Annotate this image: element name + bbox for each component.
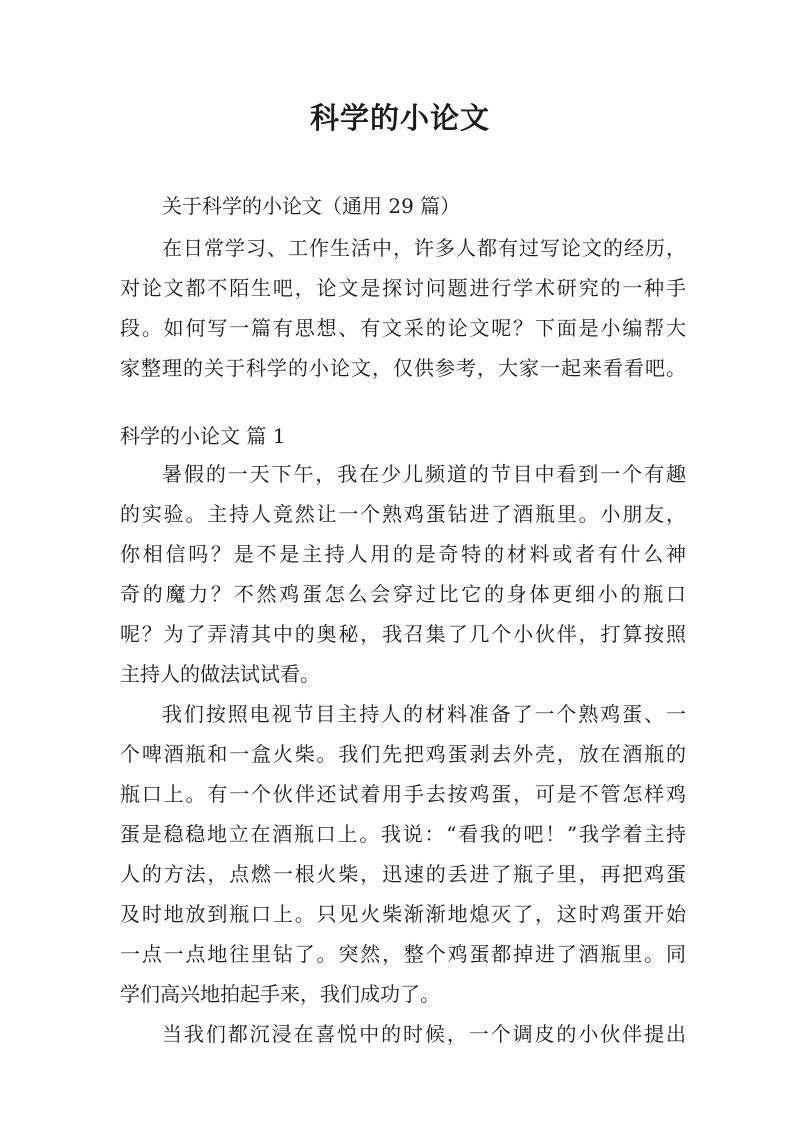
- paragraph-line: 及时地放到瓶口上。只见火柴渐渐地熄灭了，这时鸡蛋开始: [120, 902, 686, 926]
- paragraph-line: 个啤酒瓶和一盒火柴。我们先把鸡蛋剥去外壳，放在酒瓶的: [120, 742, 686, 766]
- paragraph-line: 当我们都沉浸在喜悦中的时候，一个调皮的小伙伴提出: [162, 1022, 686, 1046]
- paragraph-line: 你相信吗？是不是主持人用的是奇特的材料或者有什么神: [120, 542, 686, 566]
- paragraph-line: 一点一点地往里钻了。突然，整个鸡蛋都掉进了酒瓶里。同: [120, 942, 686, 966]
- section-heading: 科学的小论文 篇 1: [120, 424, 286, 448]
- paragraph-line: 人的方法，点燃一根火柴，迅速的丢进了瓶子里，再把鸡蛋: [120, 862, 686, 886]
- paragraph-line: 瓶口上。有一个伙伴还试着用手去按鸡蛋，可是不管怎样鸡: [120, 782, 686, 806]
- paragraph-line: 呢？为了弄清其中的奥秘，我召集了几个小伙伴，打算按照: [120, 622, 686, 646]
- document-subtitle: 关于科学的小论文（通用 29 篇）: [162, 194, 461, 218]
- paragraph-line: 的实验。主持人竟然让一个熟鸡蛋钻进了酒瓶里。小朋友，: [120, 502, 686, 526]
- paragraph-line: 暑假的一天下午，我在少儿频道的节目中看到一个有趣: [162, 462, 686, 486]
- paragraph-line: 主持人的做法试试看。: [120, 662, 320, 686]
- intro-line: 在日常学习、工作生活中，许多人都有过写论文的经历，: [162, 236, 686, 260]
- intro-line: 家整理的关于科学的小论文，仅供参考，大家一起来看看吧。: [120, 356, 686, 380]
- paragraph-line: 学们高兴地拍起手来，我们成功了。: [120, 982, 440, 1006]
- document-title: 科学的小论文: [309, 101, 490, 135]
- intro-line: 段。如何写一篇有思想、有文采的论文呢？下面是小编帮大: [120, 316, 686, 340]
- paragraph-line: 我们按照电视节目主持人的材料准备了一个熟鸡蛋、一: [162, 702, 686, 726]
- paragraph-line: 蛋是稳稳地立在酒瓶口上。我说：“看我的吧！”我学着主持: [120, 822, 686, 846]
- intro-line: 对论文都不陌生吧，论文是探讨问题进行学术研究的一种手: [120, 276, 686, 300]
- paragraph-line: 奇的魔力？不然鸡蛋怎么会穿过比它的身体更细小的瓶口: [120, 582, 686, 606]
